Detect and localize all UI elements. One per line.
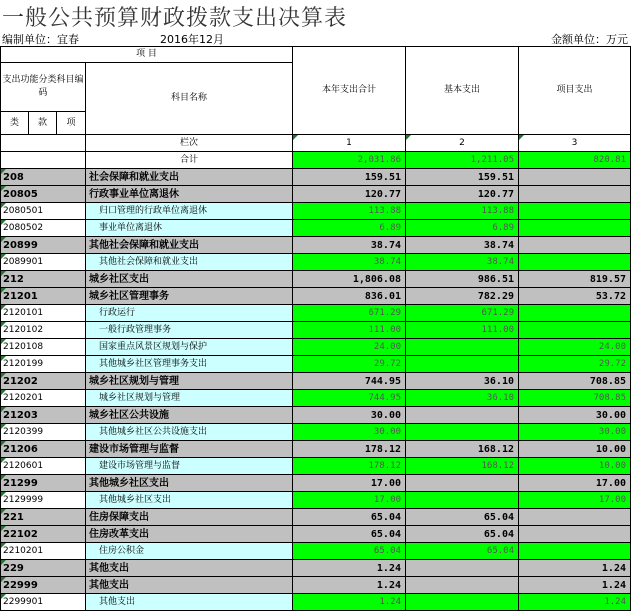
row-total-value: 38.74 <box>293 254 406 271</box>
table-row <box>1 339 631 356</box>
row-project-value: 1.24 <box>519 560 631 577</box>
row-project-value: 708.85 <box>519 390 631 407</box>
row-code: 221 <box>1 509 86 526</box>
header-kuan: 款 <box>29 112 57 135</box>
row-basic-value: 6.89 <box>406 220 519 237</box>
table-row <box>1 390 631 407</box>
total-sum: 2,031.86 <box>293 152 406 169</box>
row-code: 2299901 <box>1 594 86 611</box>
row-subject-name: 城乡社区规划与管理 <box>86 390 293 407</box>
row-code: 20899 <box>1 237 86 254</box>
row-subject-name: 城乡社区支出 <box>86 271 293 288</box>
row-basic-value <box>406 560 519 577</box>
row-project-value: 819.57 <box>519 271 631 288</box>
row-total-value: 6.89 <box>293 220 406 237</box>
table-row <box>1 169 631 186</box>
row-subject-name: 城乡社区管理事务 <box>86 288 293 305</box>
row-subject-name: 城乡社区公共设施 <box>86 407 293 424</box>
row-subject-name: 国家重点风景区规划与保护 <box>86 339 293 356</box>
row-project-value <box>519 220 631 237</box>
row-total-value: 30.00 <box>293 424 406 441</box>
row-project-value: 1.24 <box>519 577 631 594</box>
row-project-value: 10.00 <box>519 441 631 458</box>
header-project: 项 目 <box>1 47 293 63</box>
row-total-value: 1.24 <box>293 560 406 577</box>
table-row <box>1 305 631 322</box>
col-number-1: 1 <box>293 135 406 152</box>
row-subject-name: 其他支出 <box>86 577 293 594</box>
col-number-2: 2 <box>406 135 519 152</box>
row-subject-name: 行政运行 <box>86 305 293 322</box>
row-total-value: 671.29 <box>293 305 406 322</box>
row-project-value <box>519 305 631 322</box>
row-subject-name: 其他社会保障和就业支出 <box>86 254 293 271</box>
row-basic-value: 65.04 <box>406 509 519 526</box>
row-total-value: 113.88 <box>293 203 406 220</box>
row-code: 2120199 <box>1 356 86 373</box>
row-subject-name: 建设市场管理与监督 <box>86 458 293 475</box>
row-project-value: 53.72 <box>519 288 631 305</box>
amount-unit: 金额单位：万元 <box>551 33 628 46</box>
row-project-value <box>519 543 631 560</box>
table-row <box>1 594 631 611</box>
row-project-value: 17.00 <box>519 492 631 509</box>
total-label: 合计 <box>86 152 293 169</box>
row-basic-value <box>406 356 519 373</box>
row-project-value <box>519 509 631 526</box>
page-title: 一般公共预算财政拨款支出决算表 <box>2 6 348 31</box>
row-total-value: 29.72 <box>293 356 406 373</box>
row-basic-value: 168.12 <box>406 458 519 475</box>
row-code: 20805 <box>1 186 86 203</box>
row-basic-value: 65.04 <box>406 543 519 560</box>
row-basic-value <box>406 475 519 492</box>
col-number-3: 3 <box>519 135 631 152</box>
row-basic-value: 111.00 <box>406 322 519 339</box>
row-code: 2120101 <box>1 305 86 322</box>
row-total-value: 744.95 <box>293 390 406 407</box>
row-project-value: 24.00 <box>519 339 631 356</box>
table-row <box>1 475 631 492</box>
row-total-value: 120.77 <box>293 186 406 203</box>
total-basic: 1,211.05 <box>406 152 519 169</box>
row-project-value <box>519 526 631 543</box>
row-total-value: 159.51 <box>293 169 406 186</box>
header-basic: 基本支出 <box>406 47 519 135</box>
row-basic-value: 38.74 <box>406 254 519 271</box>
table-row <box>1 458 631 475</box>
row-subject-name: 其他社会保障和就业支出 <box>86 237 293 254</box>
row-project-value: 10.00 <box>519 458 631 475</box>
row-basic-value: 36.10 <box>406 390 519 407</box>
row-subject-name: 一般行政管理事务 <box>86 322 293 339</box>
row-basic-value: 113.88 <box>406 203 519 220</box>
row-total-value: 744.95 <box>293 373 406 390</box>
row-basic-value: 65.04 <box>406 526 519 543</box>
table-row <box>1 577 631 594</box>
row-basic-value <box>406 339 519 356</box>
row-project-value <box>519 203 631 220</box>
table-row <box>1 424 631 441</box>
header-xiang: 项 <box>57 112 86 135</box>
row-basic-value <box>406 407 519 424</box>
row-subject-name: 其他城乡社区管理事务支出 <box>86 356 293 373</box>
row-basic-value: 986.51 <box>406 271 519 288</box>
row-code: 21201 <box>1 288 86 305</box>
row-subject-name: 行政事业单位离退休 <box>86 186 293 203</box>
table-row <box>1 560 631 577</box>
row-subject-name: 事业单位离退休 <box>86 220 293 237</box>
row-total-value: 178.12 <box>293 441 406 458</box>
row-total-value: 178.12 <box>293 458 406 475</box>
row-basic-value: 782.29 <box>406 288 519 305</box>
row-total-value: 38.74 <box>293 237 406 254</box>
row-code: 2120108 <box>1 339 86 356</box>
row-basic-value: 38.74 <box>406 237 519 254</box>
row-code: 208 <box>1 169 86 186</box>
header-lei: 类 <box>1 112 29 135</box>
row-project-value: 30.00 <box>519 424 631 441</box>
row-project-value <box>519 237 631 254</box>
table-row <box>1 441 631 458</box>
table-row <box>1 492 631 509</box>
row-project-value <box>519 254 631 271</box>
row-subject-name: 社会保障和就业支出 <box>86 169 293 186</box>
row-total-value: 65.04 <box>293 526 406 543</box>
table-row <box>1 288 631 305</box>
report-period: 2016年12月 <box>160 33 224 46</box>
row-total-value: 1,806.08 <box>293 271 406 288</box>
row-subject-name: 其他支出 <box>86 560 293 577</box>
table-row <box>1 220 631 237</box>
row-total-value: 1.24 <box>293 594 406 611</box>
row-basic-value <box>406 594 519 611</box>
row-code: 2080502 <box>1 220 86 237</box>
row-code: 2129999 <box>1 492 86 509</box>
row-subject-name: 其他城乡社区公共设施支出 <box>86 424 293 441</box>
row-total-value: 65.04 <box>293 509 406 526</box>
table-row <box>1 237 631 254</box>
row-subject-name: 住房保障支出 <box>86 509 293 526</box>
row-basic-value: 120.77 <box>406 186 519 203</box>
compiling-unit: 编制单位：宜春 <box>2 33 79 46</box>
row-code: 22102 <box>1 526 86 543</box>
row-project-value <box>519 322 631 339</box>
row-code: 2089901 <box>1 254 86 271</box>
row-total-value: 65.04 <box>293 543 406 560</box>
row-basic-value: 159.51 <box>406 169 519 186</box>
table-row <box>1 526 631 543</box>
row-subject-name: 住房改革支出 <box>86 526 293 543</box>
row-project-value: 1.24 <box>519 594 631 611</box>
row-code: 2080501 <box>1 203 86 220</box>
row-total-value: 17.00 <box>293 492 406 509</box>
row-subject-name: 其他城乡社区支出 <box>86 492 293 509</box>
row-basic-value: 168.12 <box>406 441 519 458</box>
header-project-exp: 项目支出 <box>519 47 631 135</box>
row-code: 2120601 <box>1 458 86 475</box>
table-row <box>1 203 631 220</box>
table-row <box>1 254 631 271</box>
budget-table <box>0 46 631 611</box>
row-code: 212 <box>1 271 86 288</box>
row-code: 229 <box>1 560 86 577</box>
row-total-value: 30.00 <box>293 407 406 424</box>
row-code: 21202 <box>1 373 86 390</box>
row-basic-value: 671.29 <box>406 305 519 322</box>
header-total: 本年支出合计 <box>293 47 406 135</box>
header-subject-name: 科目名称 <box>86 63 293 135</box>
row-basic-value <box>406 577 519 594</box>
row-total-value: 24.00 <box>293 339 406 356</box>
table-row <box>1 373 631 390</box>
row-project-value <box>519 169 631 186</box>
row-code: 2120201 <box>1 390 86 407</box>
row-code: 22999 <box>1 577 86 594</box>
table-row <box>1 509 631 526</box>
row-total-value: 17.00 <box>293 475 406 492</box>
table-row <box>1 407 631 424</box>
row-subject-name: 城乡社区规划与管理 <box>86 373 293 390</box>
row-code: 2120399 <box>1 424 86 441</box>
total-project: 820.81 <box>519 152 631 169</box>
row-subject-name: 其他支出 <box>86 594 293 611</box>
row-project-value <box>519 186 631 203</box>
row-code: 21206 <box>1 441 86 458</box>
table-row <box>1 356 631 373</box>
row-total-value: 836.01 <box>293 288 406 305</box>
lanci-label: 栏次 <box>86 135 293 152</box>
row-total-value: 111.00 <box>293 322 406 339</box>
row-code: 21299 <box>1 475 86 492</box>
table-row <box>1 271 631 288</box>
row-code: 21203 <box>1 407 86 424</box>
row-project-value: 708.85 <box>519 373 631 390</box>
row-basic-value <box>406 424 519 441</box>
row-total-value: 1.24 <box>293 577 406 594</box>
header-func-code: 支出功能分类科目编码 <box>1 63 86 112</box>
table-row <box>1 322 631 339</box>
row-project-value: 17.00 <box>519 475 631 492</box>
table-row <box>1 186 631 203</box>
row-subject-name: 归口管理的行政单位离退休 <box>86 203 293 220</box>
row-project-value: 30.00 <box>519 407 631 424</box>
row-project-value: 29.72 <box>519 356 631 373</box>
row-basic-value <box>406 492 519 509</box>
row-code: 2120102 <box>1 322 86 339</box>
row-code: 2210201 <box>1 543 86 560</box>
row-subject-name: 其他城乡社区支出 <box>86 475 293 492</box>
row-subject-name: 住房公积金 <box>86 543 293 560</box>
row-basic-value: 36.10 <box>406 373 519 390</box>
table-row <box>1 543 631 560</box>
row-subject-name: 建设市场管理与监督 <box>86 441 293 458</box>
